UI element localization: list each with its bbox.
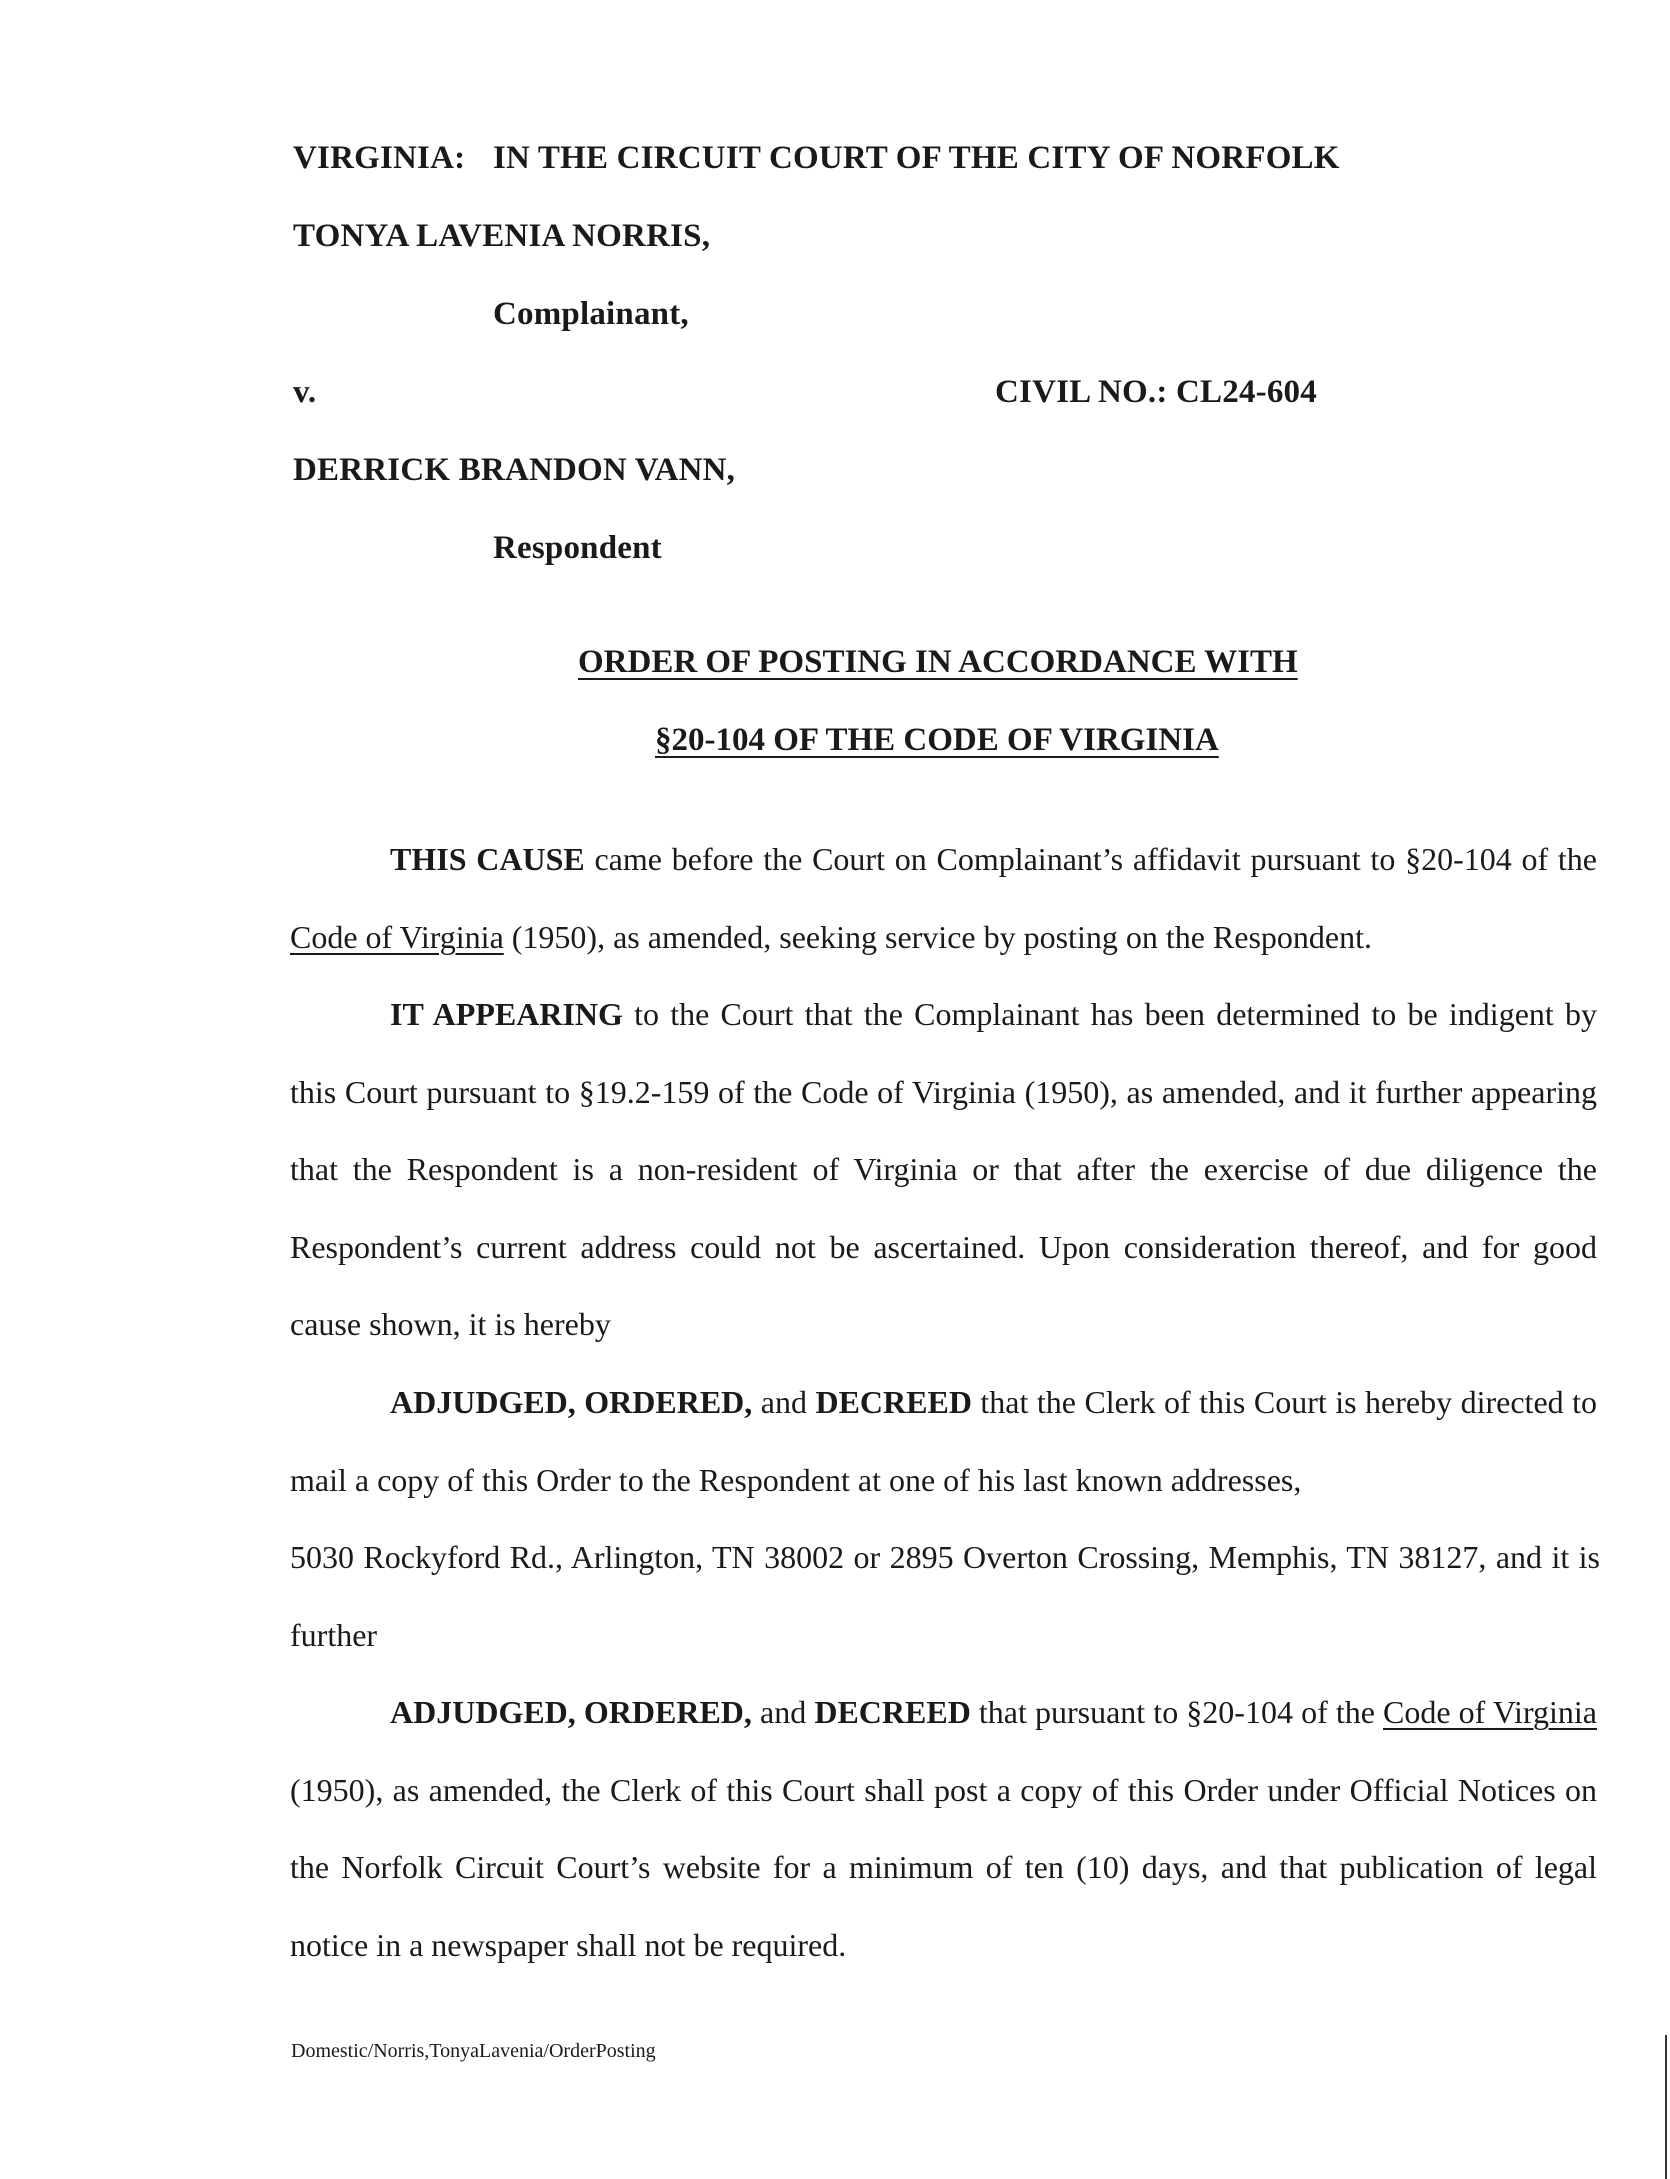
p4-text-1: that pursuant to §20-104 of the bbox=[970, 1694, 1384, 1730]
adjudged-ordered: ADJUDGED, ORDERED, bbox=[390, 1384, 753, 1420]
p2-text: to the Court that the Complainant has been determined to be indigent by this Court pursuant to §19.2-159 of the Code of Virginia (1950), as amended, and it further appearing that the Respondent is a non-resident of Virginia or that after the exercise of due diligence the Respondent’s current address could not be ascertained. Upon consideration thereof, and for good cause shown, it is hereby bbox=[290, 996, 1598, 1342]
scan-edge-line bbox=[1665, 2035, 1667, 2179]
and-word: and bbox=[752, 1384, 816, 1420]
paragraph-this-cause bbox=[290, 821, 1597, 976]
code-of-virginia-ref: Code of Virginia bbox=[290, 918, 504, 955]
court-state: VIRGINIA: bbox=[293, 140, 466, 176]
complainant-name: TONYA LAVENIA NORRIS, bbox=[293, 218, 711, 254]
respondent-name: DERRICK BRANDON VANN, bbox=[293, 452, 736, 488]
p3-text: that the Clerk of this Court is hereby directed to mail a copy of this Order to the Respondent at one of his last known addresses, bbox=[290, 1384, 1598, 1498]
lead-it-appearing: IT APPEARING bbox=[390, 996, 623, 1032]
lead-this-cause: THIS CAUSE bbox=[390, 841, 585, 877]
paragraph-decree-post bbox=[290, 1674, 1597, 1984]
code-of-virginia-ref-2: Code of Virginia bbox=[1383, 1694, 1598, 1730]
p1-text-2: (1950), as amended, seeking service by posting on the Respondent. bbox=[503, 918, 1373, 955]
versus: v. bbox=[293, 374, 317, 410]
footer-file-path: Domestic/Norris,TonyaLavenia/OrderPosting bbox=[291, 2040, 656, 2062]
p4-text-2: (1950), as amended, the Clerk of this Court shall post a copy of this Order under Official Notices on the Norfolk Circuit Court’s website for a minimum of ten (10) days, and that publication of legal notice in a newspaper shall not be required. bbox=[290, 1771, 1597, 1963]
paragraph-decree-mail bbox=[290, 1364, 1597, 1519]
complainant-role: Complainant, bbox=[493, 296, 689, 332]
order-title-line-1: ORDER OF POSTING IN ACCORDANCE WITH bbox=[578, 644, 1298, 680]
and-word-2: and bbox=[751, 1694, 815, 1730]
civil-no-label: CIVIL NO.: bbox=[995, 374, 1168, 410]
p1-text-1: came before the Court on Complainant’s affidavit pursuant to §20-104 of the bbox=[584, 841, 1598, 877]
civil-no-value: CL24-604 bbox=[1176, 374, 1317, 410]
respondent-role: Respondent bbox=[493, 530, 662, 566]
decreed-2: DECREED bbox=[814, 1694, 971, 1730]
paragraph-addresses: 5030 Rockyford Rd., Arlington, TN 38002 or 2895 Overton Crossing, Memphis, TN 38127, and it is further bbox=[290, 1539, 1600, 1653]
adjudged-ordered-2: ADJUDGED, ORDERED, bbox=[390, 1694, 752, 1730]
court-name: IN THE CIRCUIT COURT OF THE CITY OF NORFOLK bbox=[493, 140, 1340, 176]
paragraph-it-appearing bbox=[290, 976, 1597, 1364]
decreed: DECREED bbox=[815, 1384, 972, 1420]
order-title-line-2: §20-104 OF THE CODE OF VIRGINIA bbox=[655, 722, 1219, 758]
